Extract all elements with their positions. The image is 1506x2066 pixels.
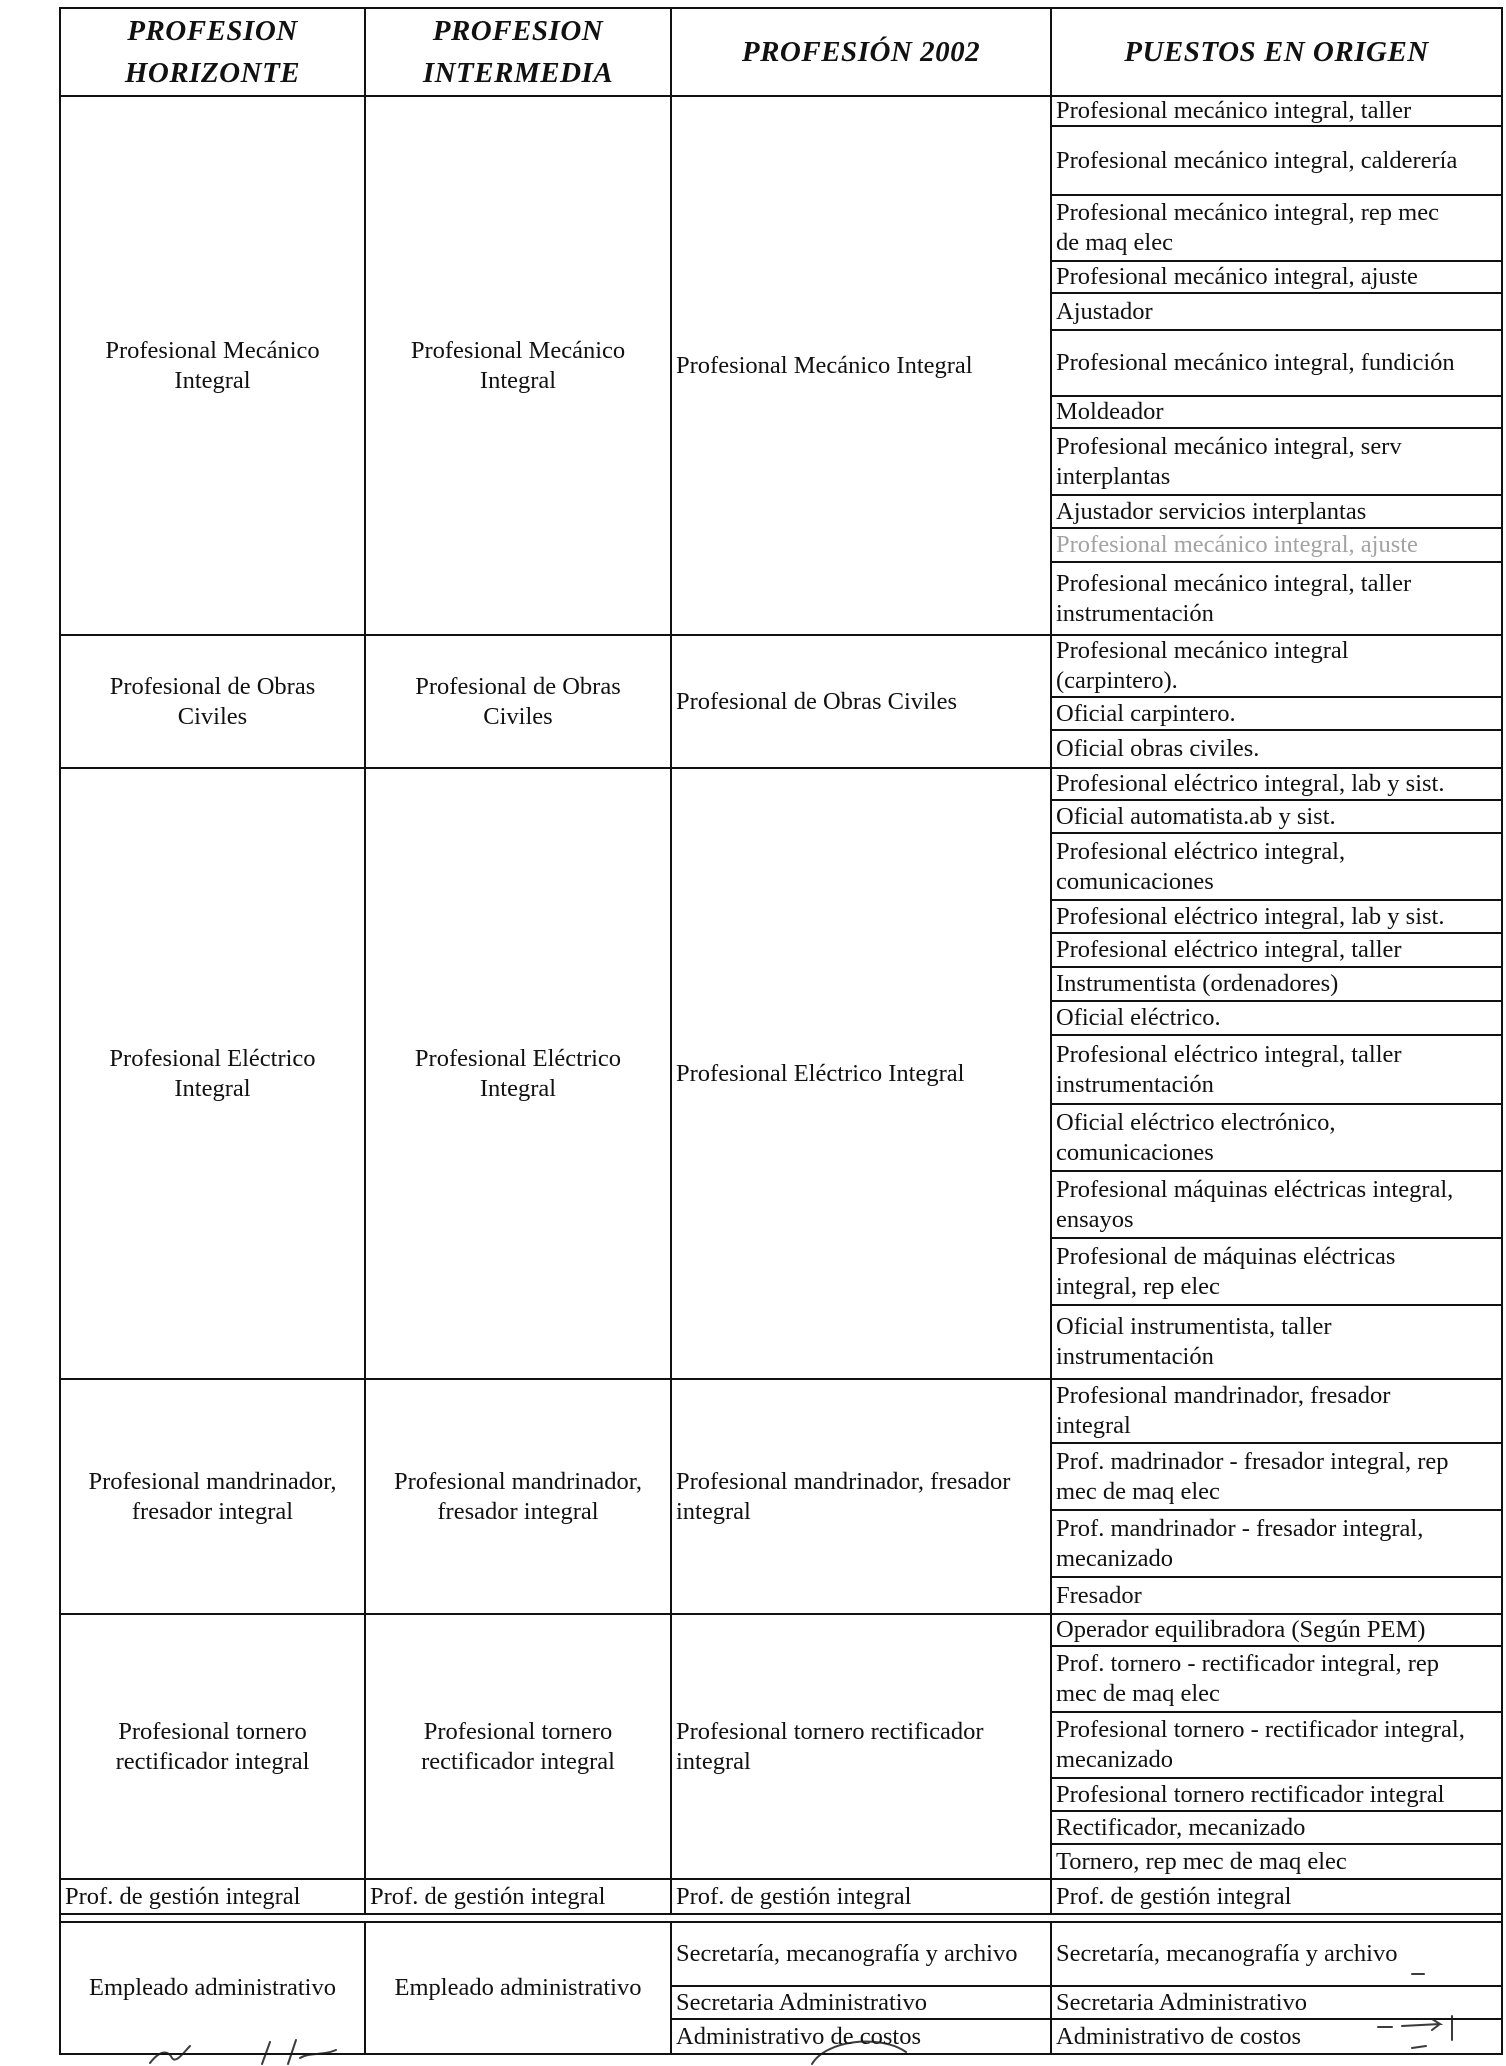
puesto-origen-cell-text: Prof. de gestión integral bbox=[1056, 1882, 1292, 1910]
puestos-origen-column bbox=[1052, 1615, 1501, 1878]
puesto-origen-cell bbox=[1052, 1239, 1501, 1306]
puesto-origen-cell bbox=[1052, 397, 1501, 429]
header-profesion-2002 bbox=[672, 9, 1052, 95]
puesto-origen-cell bbox=[1052, 636, 1501, 698]
puesto-origen-cell-text: Instrumentista (ordenadores) bbox=[1056, 970, 1339, 997]
section-row bbox=[61, 1923, 1501, 2053]
puestos-origen-column bbox=[1052, 1380, 1501, 1613]
puesto-origen-cell-text: Profesional eléctrico integral, taller bbox=[1056, 936, 1402, 963]
section-row bbox=[61, 97, 1501, 636]
puesto-origen-cell bbox=[1052, 1615, 1501, 1647]
section-row bbox=[61, 1880, 1501, 1915]
puesto-origen-cell-text: Oficial carpintero. bbox=[1056, 699, 1236, 727]
profesion-horizonte-cell-text: Profesional Mecánico Integral bbox=[105, 336, 320, 394]
puesto-origen-cell bbox=[1052, 196, 1501, 262]
profesion-horizonte-cell-text: Empleado administrativo bbox=[89, 1974, 336, 2001]
profesion-intermedia-cell bbox=[366, 1880, 672, 1913]
puesto-origen-cell bbox=[1052, 127, 1501, 196]
puesto-origen-cell-text: Profesional tornero - rectificador integral, mecanizado bbox=[1056, 1716, 1465, 1773]
puesto-origen-cell-text: Prof. madrinador - fresador integral, rep mec de maq elec bbox=[1056, 1447, 1449, 1505]
puesto-origen-cell bbox=[1052, 529, 1501, 563]
puesto-origen-cell-text: Prof. tornero - rectificador integral, rep mec de maq elec bbox=[1056, 1650, 1439, 1707]
section-row bbox=[61, 636, 1501, 769]
puestos-origen-column bbox=[1052, 1880, 1501, 1913]
puesto-origen-cell-text: Fresador bbox=[1056, 1581, 1142, 1609]
puesto-origen-cell bbox=[1052, 1923, 1501, 1987]
puesto-origen-cell bbox=[1052, 769, 1501, 801]
profesion-2002-cell-text: Profesional de Obras Civiles bbox=[676, 687, 958, 715]
profesion-horizonte-cell-text: Profesional Eléctrico Integral bbox=[109, 1044, 316, 1102]
puesto-origen-cell bbox=[1052, 834, 1501, 901]
puesto-origen-cell bbox=[1052, 968, 1501, 1002]
puesto-origen-cell bbox=[1052, 2020, 1501, 2053]
profesion-intermedia-cell-text: Profesional Eléctrico Integral bbox=[414, 1044, 622, 1102]
puesto-origen-cell-text: Profesional mecánico integral, rep mec de maq elec bbox=[1056, 199, 1439, 256]
header-puestos-origen-text: PUESTOS EN ORIGEN bbox=[1124, 36, 1429, 68]
puesto-origen-cell-text: Profesional eléctrico integral, comunicaciones bbox=[1056, 837, 1346, 895]
puesto-origen-cell bbox=[1052, 1812, 1501, 1845]
profession-equivalence-table bbox=[59, 7, 1503, 2055]
puesto-origen-cell-text: Ajustador bbox=[1056, 297, 1153, 325]
puesto-origen-cell-text: Profesional mandrinador, fresador integral bbox=[1056, 1382, 1391, 1439]
puesto-origen-cell-text: Oficial instrumentista, taller instrumentación bbox=[1056, 1313, 1332, 1370]
puestos-origen-column bbox=[1052, 769, 1501, 1378]
puesto-origen-cell-text: Oficial obras civiles. bbox=[1056, 735, 1260, 762]
row-separator bbox=[61, 1915, 1501, 1923]
puesto-origen-cell bbox=[1052, 1036, 1501, 1105]
puesto-origen-cell bbox=[1052, 1578, 1501, 1613]
profesion-intermedia-cell-text: Profesional mandrinador, fresador integral bbox=[393, 1467, 643, 1525]
puesto-origen-cell-text: Profesional mecánico integral, taller instrumentación bbox=[1056, 569, 1412, 627]
profesion-intermedia-cell-text: Profesional de Obras Civiles bbox=[415, 672, 621, 730]
puesto-origen-cell-text: Profesional máquinas eléctricas integral, ensayos bbox=[1056, 1175, 1454, 1233]
profesion-2002-cell bbox=[672, 1380, 1050, 1613]
header-profesion-horizonte bbox=[61, 9, 366, 95]
profesion-horizonte-cell bbox=[61, 1380, 366, 1613]
profesion-2002-cell-text: Profesional Mecánico Integral bbox=[676, 351, 973, 379]
header-profesion-horizonte-text: PROFESION HORIZONTE bbox=[124, 15, 301, 89]
puesto-origen-cell bbox=[1052, 97, 1501, 127]
section-row bbox=[61, 1615, 1501, 1880]
profesion-2002-cell-text: Profesional tornero rectificador integral bbox=[676, 1717, 984, 1775]
profesion-horizonte-cell bbox=[61, 769, 366, 1378]
profesion-2002-column bbox=[672, 97, 1052, 634]
puesto-origen-cell-text: Rectificador, mecanizado bbox=[1056, 1813, 1306, 1841]
puesto-origen-cell bbox=[1052, 1105, 1501, 1172]
header-profesion-intermedia bbox=[366, 9, 672, 95]
puesto-origen-cell-text: Profesional mecánico integral, serv interplantas bbox=[1056, 432, 1402, 490]
header-puestos-origen bbox=[1052, 9, 1501, 95]
profesion-2002-column bbox=[672, 1615, 1052, 1878]
profesion-intermedia-cell-text: Profesional Mecánico Integral bbox=[410, 336, 626, 394]
puesto-origen-cell bbox=[1052, 1713, 1501, 1779]
profesion-2002-cell bbox=[672, 1987, 1050, 2020]
profesion-2002-cell bbox=[672, 2020, 1050, 2053]
table-body bbox=[61, 97, 1501, 2053]
puesto-origen-cell-text: Profesional mecánico integral (carpintero). bbox=[1056, 637, 1349, 694]
puesto-origen-cell bbox=[1052, 1845, 1501, 1878]
puesto-origen-cell bbox=[1052, 934, 1501, 968]
profesion-intermedia-cell-text: Profesional tornero rectificador integral bbox=[421, 1717, 615, 1775]
puesto-origen-cell-text: Profesional eléctrico integral, lab y sist. bbox=[1056, 902, 1445, 930]
profesion-horizonte-cell bbox=[61, 1615, 366, 1878]
section-row bbox=[61, 1380, 1501, 1615]
puesto-origen-cell bbox=[1052, 731, 1501, 767]
puesto-origen-cell bbox=[1052, 429, 1501, 496]
profesion-horizonte-cell bbox=[61, 1923, 366, 2053]
profesion-2002-cell-text: Administrativo de costos bbox=[676, 2022, 921, 2050]
profesion-intermedia-cell-text: Prof. de gestión integral bbox=[370, 1882, 606, 1910]
puesto-origen-cell bbox=[1052, 496, 1501, 529]
puesto-origen-cell bbox=[1052, 1444, 1501, 1511]
profesion-2002-cell bbox=[672, 636, 1050, 767]
puesto-origen-cell bbox=[1052, 1987, 1501, 2020]
profesion-intermedia-cell bbox=[366, 636, 672, 767]
puesto-origen-cell-text: Prof. mandrinador - fresador integral, mecanizado bbox=[1056, 1514, 1424, 1572]
profesion-intermedia-cell bbox=[366, 769, 672, 1378]
profesion-horizonte-cell-text: Profesional mandrinador, fresador integral bbox=[88, 1467, 337, 1525]
header-profesion-2002-text: PROFESIÓN 2002 bbox=[741, 36, 981, 68]
puesto-origen-cell-text: Administrativo de costos bbox=[1056, 2022, 1301, 2050]
puesto-origen-cell bbox=[1052, 262, 1501, 294]
profesion-2002-cell bbox=[672, 769, 1050, 1378]
profesion-2002-cell-text: Secretaría, mecanografía y archivo bbox=[676, 1940, 1018, 1967]
profesion-2002-column bbox=[672, 1880, 1052, 1913]
puesto-origen-cell bbox=[1052, 1647, 1501, 1713]
puesto-origen-cell bbox=[1052, 1880, 1501, 1913]
profesion-horizonte-cell bbox=[61, 97, 366, 634]
puesto-origen-cell bbox=[1052, 901, 1501, 934]
profesion-2002-cell-text: Prof. de gestión integral bbox=[676, 1882, 912, 1910]
puesto-origen-cell bbox=[1052, 1002, 1501, 1036]
header-profesion-intermedia-text: PROFESION INTERMEDIA bbox=[422, 15, 614, 89]
puesto-origen-cell-text: Secretaría, mecanografía y archivo bbox=[1056, 1940, 1398, 1967]
puestos-origen-column bbox=[1052, 97, 1501, 634]
puestos-origen-column bbox=[1052, 1923, 1501, 2053]
puesto-origen-cell-text: Operador equilibradora (Según PEM) bbox=[1056, 1616, 1426, 1643]
puesto-origen-cell-text: Profesional eléctrico integral, lab y sist. bbox=[1056, 770, 1445, 797]
puesto-origen-cell-text: Profesional mecánico integral, taller bbox=[1056, 97, 1412, 124]
puesto-origen-cell bbox=[1052, 1172, 1501, 1239]
puesto-origen-cell bbox=[1052, 563, 1501, 634]
profesion-horizonte-cell-text: Prof. de gestión integral bbox=[65, 1882, 301, 1910]
puesto-origen-cell-text: Profesional eléctrico integral, taller instrumentación bbox=[1056, 1040, 1402, 1098]
puesto-origen-cell bbox=[1052, 698, 1501, 731]
profesion-intermedia-cell-text: Empleado administrativo bbox=[394, 1974, 642, 2001]
profesion-2002-column bbox=[672, 636, 1052, 767]
section-row bbox=[61, 769, 1501, 1380]
profesion-intermedia-cell bbox=[366, 97, 672, 634]
puesto-origen-cell-text: Oficial automatista.ab y sist. bbox=[1056, 802, 1336, 830]
puesto-origen-cell-text: Profesional mecánico integral, calderería bbox=[1056, 146, 1458, 174]
profesion-horizonte-cell bbox=[61, 1880, 366, 1913]
puesto-origen-cell bbox=[1052, 1380, 1501, 1444]
profesion-2002-cell bbox=[672, 1880, 1050, 1913]
profesion-2002-cell bbox=[672, 97, 1050, 634]
puesto-origen-cell-text: Ajustador servicios interplantas bbox=[1056, 497, 1367, 525]
profesion-2002-column bbox=[672, 1380, 1052, 1613]
puesto-origen-cell bbox=[1052, 294, 1501, 331]
profesion-2002-cell bbox=[672, 1923, 1050, 1987]
puesto-origen-cell-text: Moldeador bbox=[1056, 398, 1164, 425]
puesto-origen-cell-text: Profesional tornero rectificador integral bbox=[1056, 1780, 1445, 1808]
profesion-2002-cell-text: Secretaria Administrativo bbox=[676, 1988, 928, 2016]
profesion-intermedia-cell bbox=[366, 1615, 672, 1878]
puesto-origen-cell-text: Profesional mecánico integral, fundición bbox=[1056, 349, 1455, 376]
puesto-origen-cell-text: Oficial eléctrico electrónico, comunicaciones bbox=[1056, 1108, 1336, 1166]
puesto-origen-cell-text: Profesional de máquinas eléctricas integral, rep elec bbox=[1056, 1242, 1396, 1300]
puestos-origen-column bbox=[1052, 636, 1501, 767]
profesion-2002-cell-text: Profesional mandrinador, fresador integral bbox=[676, 1467, 1011, 1525]
profesion-intermedia-cell bbox=[366, 1380, 672, 1613]
puesto-origen-cell bbox=[1052, 331, 1501, 397]
profesion-2002-cell bbox=[672, 1615, 1050, 1878]
profesion-intermedia-cell bbox=[366, 1923, 672, 2053]
puesto-origen-cell-text: Profesional mecánico integral, ajuste bbox=[1056, 263, 1418, 290]
puesto-origen-cell bbox=[1052, 1511, 1501, 1578]
puesto-origen-cell-text: Secretaria Administrativo bbox=[1056, 1988, 1308, 2016]
profesion-horizonte-cell bbox=[61, 636, 366, 767]
profesion-2002-cell-text: Profesional Eléctrico Integral bbox=[676, 1059, 965, 1087]
profesion-horizonte-cell-text: Profesional tornero rectificador integral bbox=[115, 1717, 310, 1775]
puesto-origen-cell bbox=[1052, 1306, 1501, 1378]
puesto-origen-cell-text: Oficial eléctrico. bbox=[1056, 1004, 1221, 1031]
profesion-2002-column bbox=[672, 769, 1052, 1378]
table-header-row bbox=[61, 9, 1501, 97]
puesto-origen-cell-text: Tornero, rep mec de maq elec bbox=[1056, 1847, 1347, 1875]
profesion-2002-column bbox=[672, 1923, 1052, 2053]
puesto-origen-cell-text: Profesional mecánico integral, ajuste bbox=[1056, 531, 1418, 558]
puesto-origen-cell bbox=[1052, 1779, 1501, 1812]
puesto-origen-cell bbox=[1052, 801, 1501, 834]
profesion-horizonte-cell-text: Profesional de Obras Civiles bbox=[109, 672, 316, 730]
